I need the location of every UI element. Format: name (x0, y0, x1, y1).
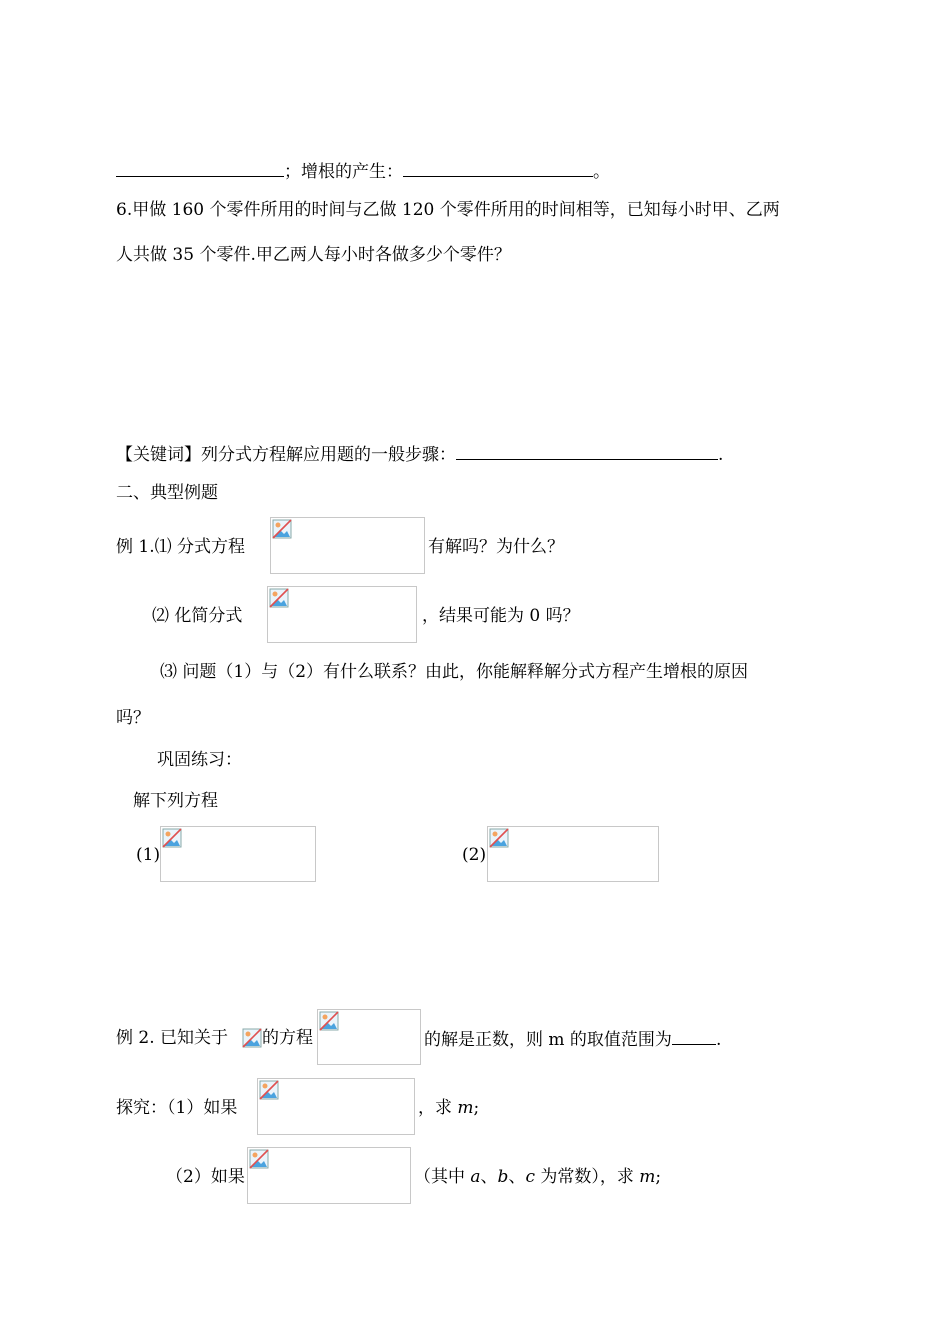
broken-image-icon (162, 828, 182, 848)
practice-title: 巩固练习： (157, 750, 242, 770)
example-1-part-3-line-b: 吗？ (116, 708, 150, 728)
broken-image-icon (242, 1028, 262, 1048)
broken-image-icon (489, 828, 509, 848)
question-6-line-a: 6.甲做 160 个零件所用的时间与乙做 120 个零件所用的时间相等，已知每小时甲、乙两 (116, 200, 780, 220)
example-2-prefix: 例 2. 已知关于 (116, 1028, 229, 1048)
formula-image (487, 826, 659, 882)
answer-blank[interactable] (403, 158, 593, 177)
practice-item-2-label: (2) (462, 845, 487, 865)
example-1-part-1-suffix: 有解吗？为什么？ (428, 537, 564, 557)
section-title: 二、典型例题 (116, 483, 218, 503)
broken-image-icon (249, 1149, 269, 1169)
answer-blank[interactable] (456, 441, 718, 460)
example-1-part-1-prefix: 例 1.⑴ 分式方程 (116, 537, 246, 557)
formula-image (270, 517, 425, 574)
formula-image (317, 1009, 421, 1065)
explore-part-1-prefix: 探究：（1）如果 (116, 1098, 238, 1118)
broken-image-icon (272, 519, 292, 539)
explore-part-2-suffix: （其中 a、b、c 为常数），求 m; (414, 1167, 662, 1187)
explore-part-1-suffix: ，求 m; (418, 1098, 480, 1118)
answer-blank[interactable] (116, 158, 284, 177)
explore-part-2-prefix: （2）如果 (166, 1167, 245, 1187)
formula-image (247, 1147, 411, 1204)
example-1-part-3-line-a: ⑶ 问题（1）与（2）有什么联系？由此，你能解释解分式方程产生增根的原因 (160, 662, 749, 682)
formula-image (257, 1078, 415, 1135)
formula-image (267, 586, 417, 643)
keyword-line: 【关键词】列分式方程解应用题的一般步骤： . (116, 441, 723, 467)
example-1-part-2-prefix: ⑵ 化简分式 (152, 606, 243, 626)
formula-image (160, 826, 316, 882)
example-2-suffix: 的解是正数，则 m 的取值范围为 . (424, 1026, 721, 1052)
example-2-mid: 的方程 (262, 1028, 313, 1048)
broken-image-icon (269, 588, 289, 608)
practice-item-1-label: (1) (136, 845, 161, 865)
broken-image-icon (319, 1011, 339, 1031)
answer-line-1: ；增根的产生： 。 (116, 158, 610, 184)
example-1-part-2-suffix: ，结果可能为 0 吗？ (422, 606, 580, 626)
broken-image-icon (259, 1080, 279, 1100)
practice-subtitle: 解下列方程 (133, 791, 218, 811)
answer-blank[interactable] (672, 1026, 716, 1045)
question-6-line-b: 人共做 35 个零件.甲乙两人每小时各做多少个零件？ (116, 245, 511, 265)
